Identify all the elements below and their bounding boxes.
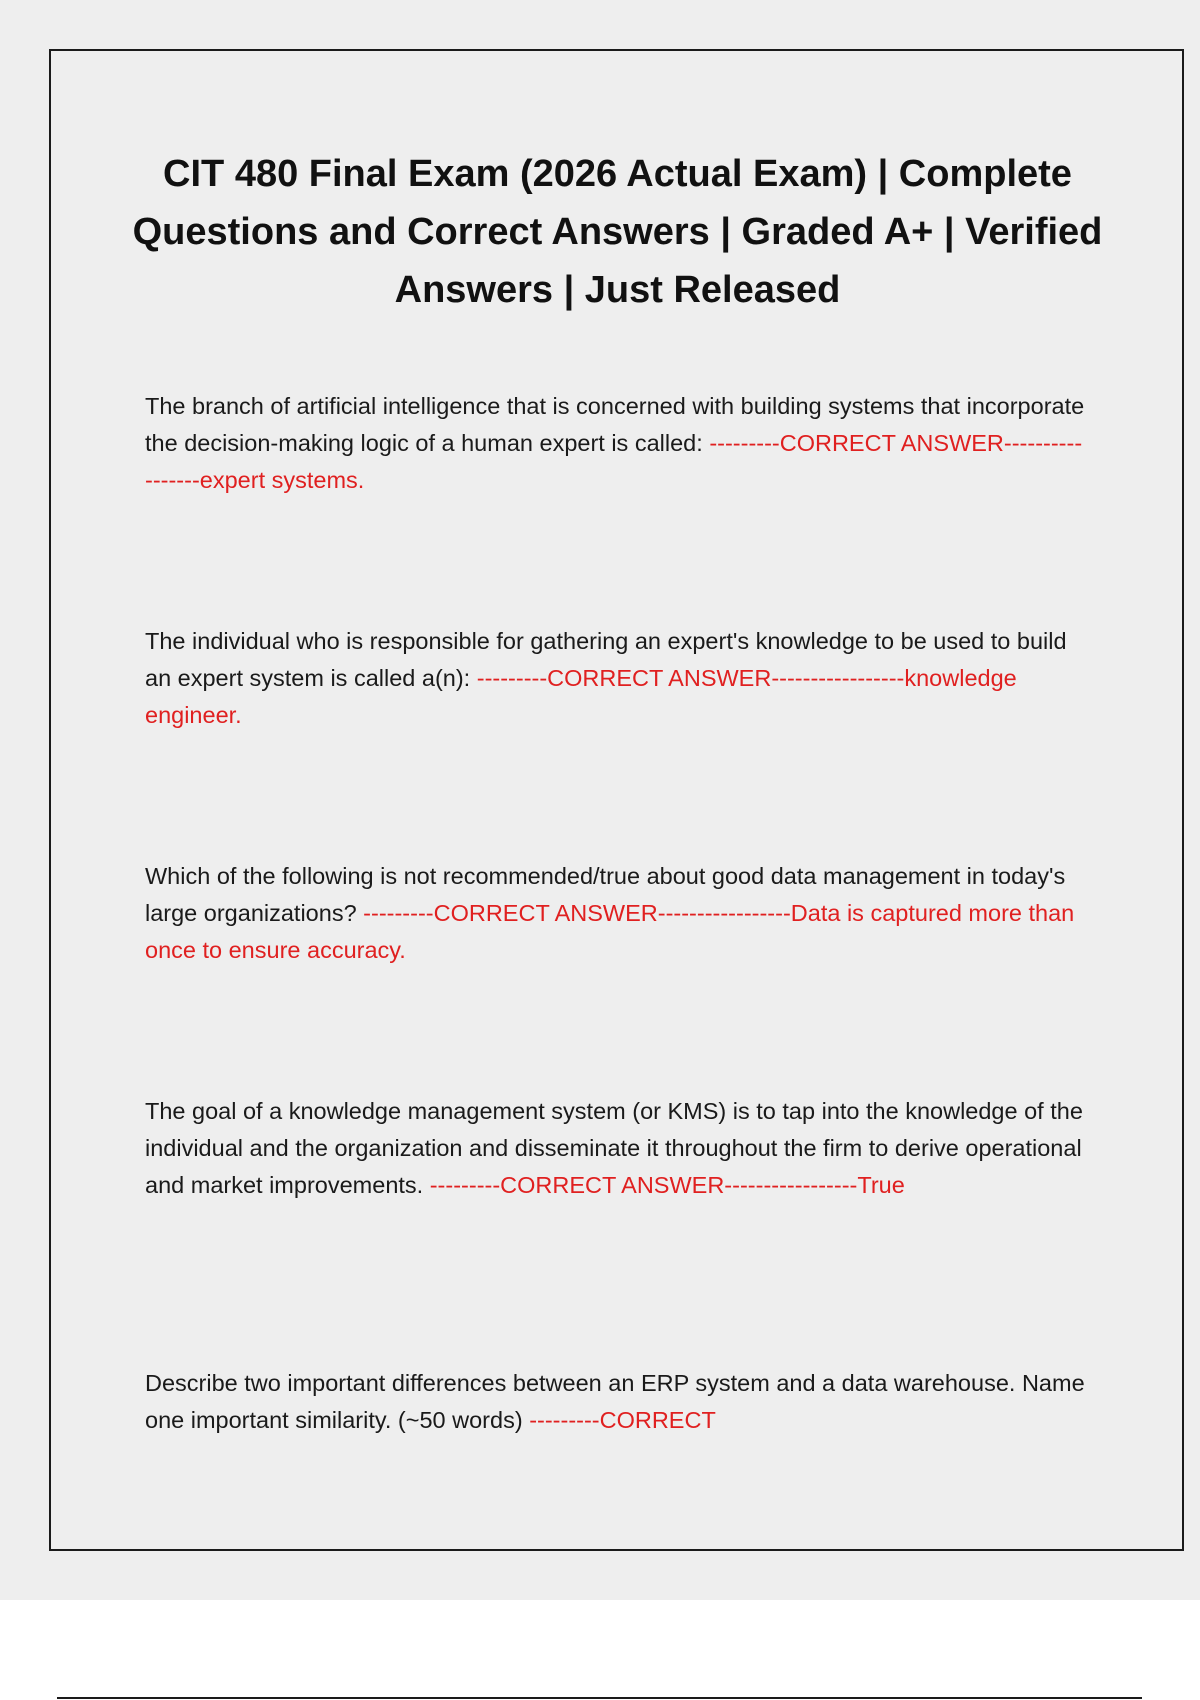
question-item-5 [145,1365,1085,1439]
footer-divider [57,1697,1142,1699]
document-title: CIT 480 Final Exam (2026 Actual Exam) | Complete Questions and Correct Answers | Graded A+ | Verified Answers | Just Released [132,153,1103,311]
answer-text: ---------CORRECT ANSWER-----------------knowledge engineer. [145,665,1017,728]
question-text: The branch of artificial intelligence that is concerned with building systems that incorporate the decision-making logic of a human expert is called: [145,393,1085,456]
question-text: Describe two important differences between an ERP system and a data warehouse. Name one important similarity. (~50 words) [145,1370,1085,1433]
answer-text: ---------CORRECT ANSWER-----------------Data is captured more than once to ensure accuracy. [145,900,1075,963]
answer-text: ---------CORRECT ANSWER-----------------expert systems. [145,430,1083,493]
question-item-1 [145,388,1085,499]
answer-text: ---------CORRECT ANSWER-----------------True [429,1172,905,1198]
question-text: The goal of a knowledge management system (or KMS) is to tap into the knowledge of the individual and the organization and disseminate it throughout the firm to derive operational and market improvements. [145,1098,1083,1198]
question-item-2 [145,623,1085,734]
question-item-3 [145,858,1085,969]
question-text: Which of the following is not recommended/true about good data management in today's large organizations? [145,863,1066,926]
question-item-4 [145,1093,1085,1204]
answer-text: ---------CORRECT [529,1407,716,1433]
question-text: The individual who is responsible for gathering an expert's knowledge to be used to build an expert system is called a(n): [145,628,1067,691]
